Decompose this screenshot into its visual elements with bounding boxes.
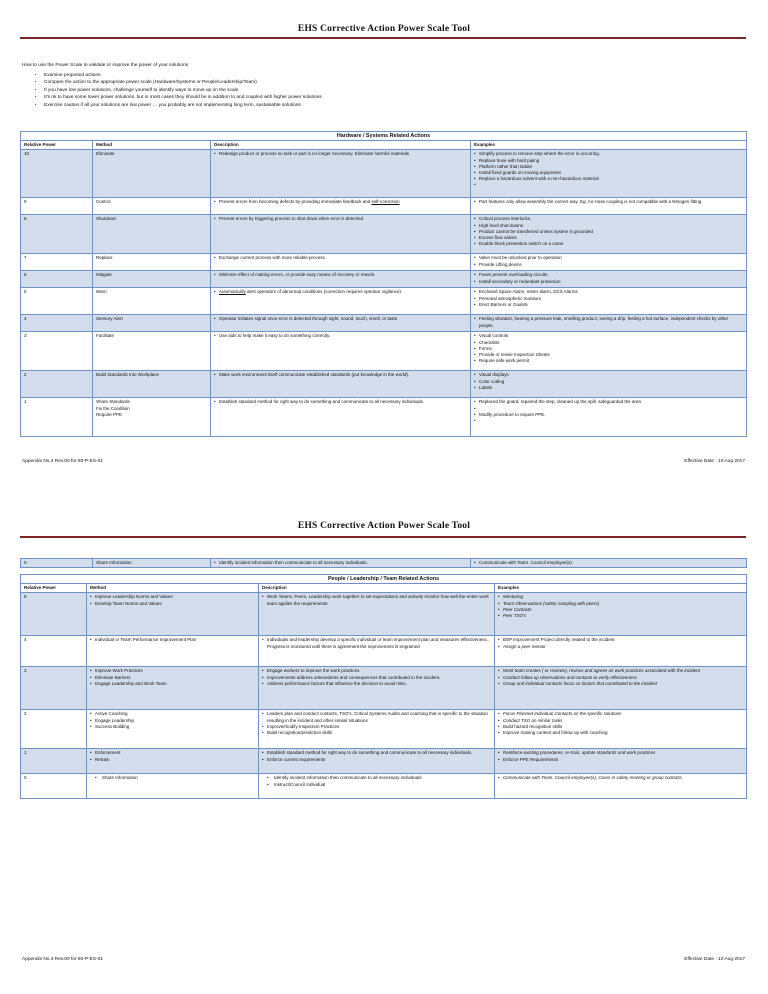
method-item: Warn [96, 289, 107, 295]
page-title: EHS Corrective Action Power Scale Tool [297, 521, 471, 531]
title-rule [20, 37, 746, 39]
description-cell [259, 774, 495, 799]
example-item: • Enforce PPE Requirements [498, 757, 743, 763]
method-item: Require PPE [96, 411, 123, 417]
example-item: • Team Observations (safety sampling with peers) [498, 601, 743, 607]
table-row [21, 332, 747, 371]
example-item: • Conduct TSO on similar tasks [498, 718, 743, 724]
examples-cell [471, 559, 747, 568]
method-cell [93, 254, 211, 271]
column-header: Examples [495, 584, 747, 593]
examples-cell [471, 315, 747, 332]
description-item: • Exchange current process with more reliable process. [214, 255, 467, 261]
table-row [21, 150, 747, 198]
intro-bullet: • Compare the action to the appropriate power scale (Hardware/Systems or People/Leadership/Team) [44, 79, 742, 87]
description-cell [211, 371, 471, 398]
intro-bullet-list [22, 72, 742, 110]
example-item: • Fuses prevent overloading circuits. [474, 272, 743, 278]
example-item: • Double block prevention switch on a crane [474, 241, 743, 247]
description-cell [259, 667, 495, 710]
relative-power-cell: 0 [21, 559, 93, 568]
method-item: • Engage Leadership [90, 718, 255, 724]
relative-power-cell: 3 [21, 667, 87, 710]
title-rule [20, 536, 746, 538]
examples-cell [495, 749, 747, 774]
examples-cell [471, 150, 747, 198]
example-item: • Replaced the guard, repaired the step, cleaned up the spill, safeguarded the area [474, 399, 743, 405]
example-item [474, 182, 743, 188]
section-heading: People / Leadership / Team Related Actions [21, 575, 747, 584]
example-item: • Focus Planned Individual Contacts on the specific solutions [498, 711, 743, 717]
example-item: • Platform rather than ladder [474, 164, 743, 170]
example-item: • Build hazard recognition skills [498, 724, 743, 730]
table-row [21, 288, 747, 315]
relative-power-cell: 10 [21, 150, 93, 198]
method-cell [87, 636, 259, 667]
column-header: Examples [471, 141, 747, 150]
intro-section [22, 62, 742, 110]
table-row [21, 593, 747, 636]
method-item: Mitigate [96, 272, 112, 278]
example-item: • Color coding [474, 379, 743, 385]
method-item: • Improve Leadership Norms and Values [90, 594, 255, 600]
column-header: Method [87, 584, 259, 593]
description-cell [211, 271, 471, 288]
description-cell [211, 559, 471, 568]
example-item: • Enclosed Space Alarm, meter alarm, DCS Alarms [474, 289, 743, 295]
examples-cell [495, 774, 747, 799]
description-item: • Build recognition/prediction skills [262, 730, 491, 736]
example-item: • Work team creates ( or reviews), revises and agrees on work practices associated with the incident [498, 668, 743, 674]
method-item: • Success Building [90, 724, 255, 730]
description-cell [259, 593, 495, 636]
method-item: • Eliminate Barriers [90, 675, 255, 681]
method-item: • Develop Team Norms and Values [90, 601, 255, 607]
examples-cell [495, 593, 747, 636]
method-item: • Individual or Team Performance Improvement Plan [90, 637, 255, 643]
method-item: Fix the Condition [96, 405, 130, 411]
table-row [21, 215, 747, 254]
method-item: • Retrain [90, 757, 255, 763]
column-header: Description [259, 584, 495, 593]
relative-power-cell: 2 [21, 371, 93, 398]
example-item: • Conduct follow up observations and contacts to verify effectiveness [498, 675, 743, 681]
description-item: • Prevent errors from becoming defects by providing immediate feedback and self-correction [214, 199, 467, 205]
relative-power-cell: 1 [21, 749, 87, 774]
example-item: • Provide Lifting device [474, 262, 743, 268]
example-item: • Labels [474, 385, 743, 391]
footer-left: Appendix No.4 Rev.00 for 80-P-ES-01 [22, 459, 103, 464]
relative-power-cell: 4 [21, 315, 93, 332]
relative-power-cell: 2 [21, 710, 87, 749]
description-item: • Address performance factors that influence the decision to avoid risks. [262, 681, 491, 687]
people-actions-table [20, 574, 747, 799]
example-item: • Install secondary or redundant protection [474, 279, 743, 285]
description-cell [211, 332, 471, 371]
footer-right: Effective Date : 10 Aug 2017 [684, 957, 745, 962]
description-cell [259, 636, 495, 667]
method-item: Control [96, 199, 111, 205]
intro-bullet: • If you have low power solutions, challenge yourself to identify ways to move up on the scale [44, 87, 742, 95]
page-title: EHS Corrective Action Power Scale Tool [297, 24, 471, 34]
examples-cell [471, 215, 747, 254]
method-cell [93, 288, 211, 315]
intro-bullet: • Examine proposed actions [44, 72, 742, 80]
description-cell [211, 315, 471, 332]
description-cell [211, 288, 471, 315]
method-cell [93, 215, 211, 254]
method-cell [87, 593, 259, 636]
examples-cell [495, 667, 747, 710]
description-item: • Minimize effect of making errors, or provide easy means of recovery or rework. [214, 272, 467, 278]
description-cell [211, 198, 471, 215]
table-row [21, 710, 747, 749]
example-item: • Assign a peer mentor [498, 644, 743, 650]
table-row [21, 749, 747, 774]
table-row [21, 371, 747, 398]
example-item: • Install fixed guards on moving equipment [474, 170, 743, 176]
example-item: • Simplify process to remove step where the error is occurring. [474, 151, 743, 157]
table-row [21, 198, 747, 215]
method-item: Build Standards Into Workplace [96, 372, 159, 378]
examples-cell [471, 271, 747, 288]
example-item: • BSP Improvement Project directly related to the incident [498, 637, 743, 643]
description-item: • Improvements address antecedents and consequences that contributed to the incident. [262, 675, 491, 681]
method-cell: Share Information [93, 559, 211, 568]
examples-cell [495, 710, 747, 749]
description-item: • Leaders plan and conduct contacts, TSO's, Critical Systems Audits and coaching that is specific to the situation resulting in the incident and other similar situations [262, 711, 491, 723]
method-cell [87, 774, 259, 799]
intro-bullet: • It's ok to have some lower power solutions, but in most cases they should be in addition to and coupled with higher power solutions [44, 94, 742, 102]
footer-left: Appendix No.4 Rev.00 for 80-P-ES-01 [22, 957, 103, 962]
example-item: • Personal atmospheric monitors [474, 296, 743, 302]
examples-cell [471, 332, 747, 371]
example-item: • High level shut-downs [474, 223, 743, 229]
method-cell [87, 667, 259, 710]
description-item: • Prevent errors by triggering process to shut down when error is detected [214, 216, 467, 222]
method-item: • Enforcement [90, 750, 255, 756]
method-cell [93, 150, 211, 198]
method-item: • Engage Leadership and Work Team [90, 681, 255, 687]
column-header-row [21, 141, 747, 150]
description-item: • Use aids to help make it easy to do something correctly. [214, 333, 467, 339]
table-row [21, 398, 747, 437]
method-item: • Active Coaching [90, 711, 255, 717]
example-item: • Provide or revise Inspection Sheets [474, 352, 743, 358]
example-item: • Peer TSO's [498, 613, 743, 619]
example-item [474, 418, 743, 424]
example-item: • Part features only allow assembly the correct way. Eg: Air Hose coupling is not compatible with a Nitrogen fitting [474, 199, 743, 205]
example-item: • Feeling vibration, hearing a pressure leak, smelling product, seeing a drip, feeling a hot surface, independent checks by other people, [474, 316, 743, 328]
description-cell [211, 254, 471, 271]
method-item: Share Standards [96, 399, 130, 405]
column-header: Relative Power [21, 141, 93, 150]
section-heading-row [21, 132, 747, 141]
relative-power-cell: 5 [21, 288, 93, 315]
column-header-row [21, 584, 747, 593]
examples-cell [471, 254, 747, 271]
method-item: Shutdown [96, 216, 117, 222]
method-cell [93, 398, 211, 437]
example-item: • Critical process interlocks, [474, 216, 743, 222]
description-item: • Establish standard method for right way to do something and communicate to all necessary individuals. [262, 750, 491, 756]
table-row [21, 254, 747, 271]
description-item: • Automatically alert operators of abnormal conditions (correction requires operator vigilance). [214, 289, 467, 295]
table-row [21, 774, 747, 799]
table-row [21, 636, 747, 667]
description-item: • Identify incident information then communicate to all necessary individuals [262, 775, 491, 781]
method-item: Replace [96, 255, 113, 261]
examples-cell [471, 198, 747, 215]
table-row [21, 315, 747, 332]
column-header: Relative Power [21, 584, 87, 593]
description-cell [211, 398, 471, 437]
relative-power-cell: 7 [21, 254, 93, 271]
example-item: • Valve must be unlocked prior to operation [474, 255, 743, 261]
examples-cell [495, 636, 747, 667]
examples-cell [471, 398, 747, 437]
method-item: • Share Information [90, 775, 255, 781]
intro-bullet: • Exercise caution if all your solutions are low power … you probably are not implementing long term, sustainable solutions [44, 102, 742, 110]
footer-right: Effective Date : 10 Aug 2017 [684, 459, 745, 464]
description-item: • Work Teams, Peers, Leadership work together to set expectations and actively monitor how well the entire work team applies the requirements [262, 594, 491, 606]
example-item: • Reinforce existing procedures, re-train, update standards and work practices [498, 750, 743, 756]
example-item: • Checklists [474, 340, 743, 346]
column-header: Description [211, 141, 471, 150]
method-cell [93, 198, 211, 215]
description-item: • Instruct/Council Individual [262, 782, 491, 788]
example-item: • Require safe work permit [474, 358, 743, 364]
example-item: • Improve training content and follow up with coaching [498, 730, 743, 736]
method-item: • Improve Work Practices [90, 668, 255, 674]
share-information-row-table [20, 558, 747, 568]
example-item: • Communicate with Team. Council employee(s). [474, 560, 743, 566]
example-item: • Mentoring [498, 594, 743, 600]
description-item: • Establish standard method for right way to do something and communicate to all necessary individuals. [214, 399, 467, 405]
method-cell [93, 371, 211, 398]
relative-power-cell: 0 [21, 774, 87, 799]
example-item: • Erect Barriers or Guards [474, 302, 743, 308]
example-item: • Group and individual contacts focus on factors that contributed to the incident [498, 681, 743, 687]
example-item: • Replace hose with hard piping [474, 158, 743, 164]
examples-cell [471, 288, 747, 315]
method-item: Facilitate [96, 333, 115, 339]
method-cell [87, 710, 259, 749]
relative-power-cell: 8 [21, 215, 93, 254]
column-header: Method [93, 141, 211, 150]
intro-lead: How to use the Power Scale to validate or improve the power of your solutions [22, 63, 189, 68]
example-item: • Visual displays [474, 372, 743, 378]
relative-power-cell: 1 [21, 398, 93, 437]
table-row [21, 271, 747, 288]
relative-power-cell: 6 [21, 271, 93, 288]
method-cell [87, 749, 259, 774]
description-item: • Redesign product or process so task or part is no longer necessary. Eliminate harmful materials [214, 151, 467, 157]
description-cell [211, 215, 471, 254]
table-row [21, 667, 747, 710]
example-item: • Modify procedure to require PPE. [474, 412, 743, 418]
method-cell [93, 271, 211, 288]
relative-power-cell: 4 [21, 636, 87, 667]
description-item: • Operator initiates signal once error is detected through sight, sound, touch, smell, or taste. [214, 316, 467, 322]
example-item: • Replace a hazardous solvent with a non-hazardous material [474, 176, 743, 182]
description-item: • Engage workers to improve the work practices. [262, 668, 491, 674]
example-item: • Forms [474, 346, 743, 352]
relative-power-cell: 3 [21, 332, 93, 371]
method-cell [93, 332, 211, 371]
section-heading: Hardware / Systems Related Actions [21, 132, 747, 141]
section-heading-row [21, 575, 747, 584]
relative-power-cell: 5 [21, 593, 87, 636]
example-item: • Visual controls [474, 333, 743, 339]
description-item: • Individuals and leadership develop a specific individual or team improvement plan and measures effectiveness.. Progress is monitored until there is agreement the improvement is engrained [262, 637, 491, 649]
description-item: • Identify incident information then communicate to all necessary individuals. [214, 560, 467, 566]
description-cell [259, 749, 495, 774]
description-item: • Improve/modify Inspection Practices [262, 724, 491, 730]
relative-power-cell: 9 [21, 198, 93, 215]
example-item: • Excess flow valves [474, 235, 743, 241]
description-item: • Enforce current requirements [262, 757, 491, 763]
description-cell [259, 710, 495, 749]
hardware-actions-table [20, 131, 747, 437]
method-cell [93, 315, 211, 332]
method-item: Sensory Alert [96, 316, 123, 322]
description-cell [211, 150, 471, 198]
example-item: • Product cannot be transferred unless system is grounded [474, 229, 743, 235]
table-row [21, 559, 747, 568]
method-item: Eliminate [96, 151, 115, 157]
examples-cell [471, 371, 747, 398]
example-item: • Peer Contacts [498, 607, 743, 613]
description-item: • Make work environment itself communicate established standards (put knowledge in the world). [214, 372, 467, 378]
example-item: • Communicate with Team. Council employee(s). Cover in safety meeting or group contacts. [498, 775, 743, 781]
